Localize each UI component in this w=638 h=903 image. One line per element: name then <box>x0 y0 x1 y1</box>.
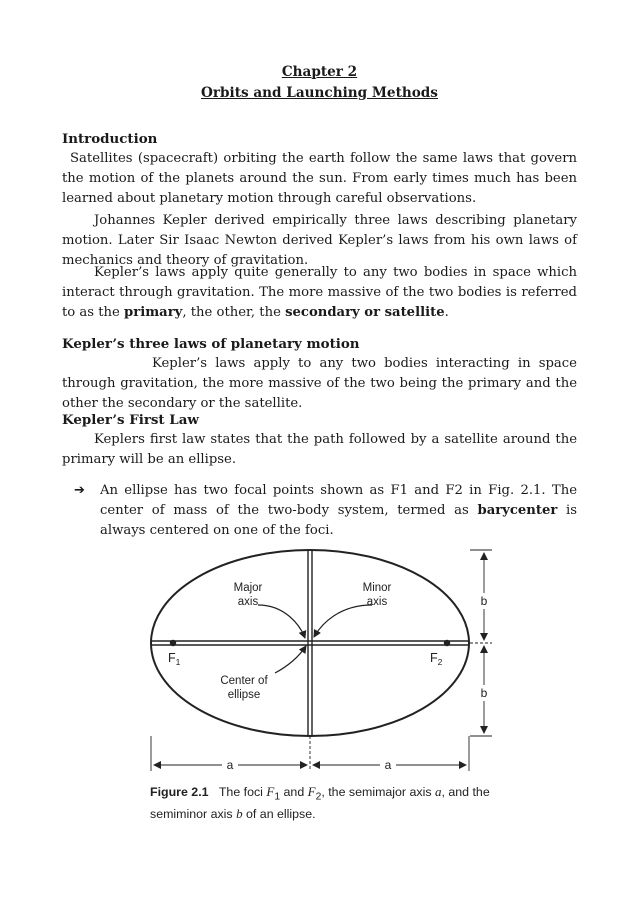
caption-sub-2: 2 <box>315 791 322 803</box>
label-center-2: ellipse <box>227 689 261 701</box>
caption-text-1: The foci <box>218 785 267 799</box>
focus-2-dot <box>444 640 450 646</box>
caption-sub-1: 1 <box>274 791 281 803</box>
chapter-title: Orbits and Launching Methods <box>201 85 438 101</box>
term-primary: primary <box>124 305 183 320</box>
introduction-text-3 <box>62 263 577 323</box>
caption-text-5: of an ellipse. <box>242 807 316 822</box>
caption-label: Figure 2.1 <box>150 785 209 799</box>
label-f1: $F_1$ <box>168 651 181 667</box>
ellipse-outline <box>151 550 469 736</box>
bullet-text-before: An ellipse has two focal points shown as F1 and F2 in Fig. 2.1. The center of mass of the two-body system, termed as <box>100 483 577 518</box>
kepler-laws-heading: Kepler’s three laws of planetary motion <box>62 336 360 352</box>
intro-p3-end: . <box>444 305 449 320</box>
introduction-paragraph-1 <box>62 149 577 209</box>
first-law-text: Keplers first law states that the path followed by a satellite around the primary will be an ellipse. <box>62 432 577 467</box>
caption-text-3: , the semimajor axis <box>321 785 435 799</box>
kepler-laws-text: Kepler’s laws apply to any two bodies interacting in space through gravitation, the more massive of the two being the primary and the other the secondary or the satellite. <box>62 356 577 411</box>
center-pointer <box>275 646 306 673</box>
ellipse-bullet <box>74 481 577 541</box>
kepler-laws-paragraph <box>62 354 577 414</box>
major-axis-pointer <box>258 605 305 638</box>
label-major-2: axis <box>237 596 259 608</box>
label-a-right: a <box>384 758 392 772</box>
introduction-heading: Introduction <box>62 131 158 147</box>
caption-text-2: and <box>280 785 308 799</box>
label-major: Major <box>233 582 263 594</box>
label-minor-2: axis <box>366 596 388 608</box>
introduction-paragraph-2 <box>62 211 577 271</box>
ellipse-figure <box>140 545 510 780</box>
term-secondary: secondary or satellite <box>285 305 445 320</box>
label-a-left: a <box>226 758 234 772</box>
introduction-text-1: Satellites (spacecraft) orbiting the earth follow the same laws that govern the motion of the planets around the sun. From early times much has been learned about planetary motion through careful observations. <box>62 151 577 206</box>
label-f2: $F_2$ <box>430 651 443 667</box>
introduction-paragraph-3 <box>62 263 577 323</box>
term-barycenter: barycenter <box>477 503 558 518</box>
intro-p3-mid: , the other, the <box>182 305 286 320</box>
figure-caption <box>150 783 510 823</box>
chapter-number: Chapter 2 <box>281 64 358 80</box>
first-law-heading: Keplеr’s First Law <box>62 412 199 428</box>
label-b-lower: b <box>480 686 488 700</box>
ellipse-bullet-text <box>100 481 577 541</box>
focus-1-dot <box>170 640 176 646</box>
caption-text-4: , and the semiminor axis <box>150 785 490 822</box>
first-law-paragraph <box>62 430 577 470</box>
introduction-text-2: Johannes Kepler derived empirically three laws describing planetary motion. Later Sir Isaac Newton derived Kepler’s laws from his own laws of mechanics and theory of gravitation. <box>62 213 577 268</box>
caption-b: b <box>236 806 243 822</box>
label-center: Center of <box>220 675 268 687</box>
caption-a: a <box>434 784 442 799</box>
intro-p3-text: Kepler’s laws apply quite generally to any two bodies in space which interact through gravitation. The more massive of the two bodies is referred to as the <box>62 265 577 320</box>
caption-f2: F <box>307 784 316 799</box>
label-b-upper: b <box>480 594 488 608</box>
arrow-right-icon: ➔ <box>74 483 85 498</box>
bullet-text-after: is always centered on one of the foci. <box>100 503 577 538</box>
caption-f1: F <box>266 784 275 799</box>
label-minor: Minor <box>362 582 392 594</box>
minor-axis-pointer <box>314 605 372 637</box>
